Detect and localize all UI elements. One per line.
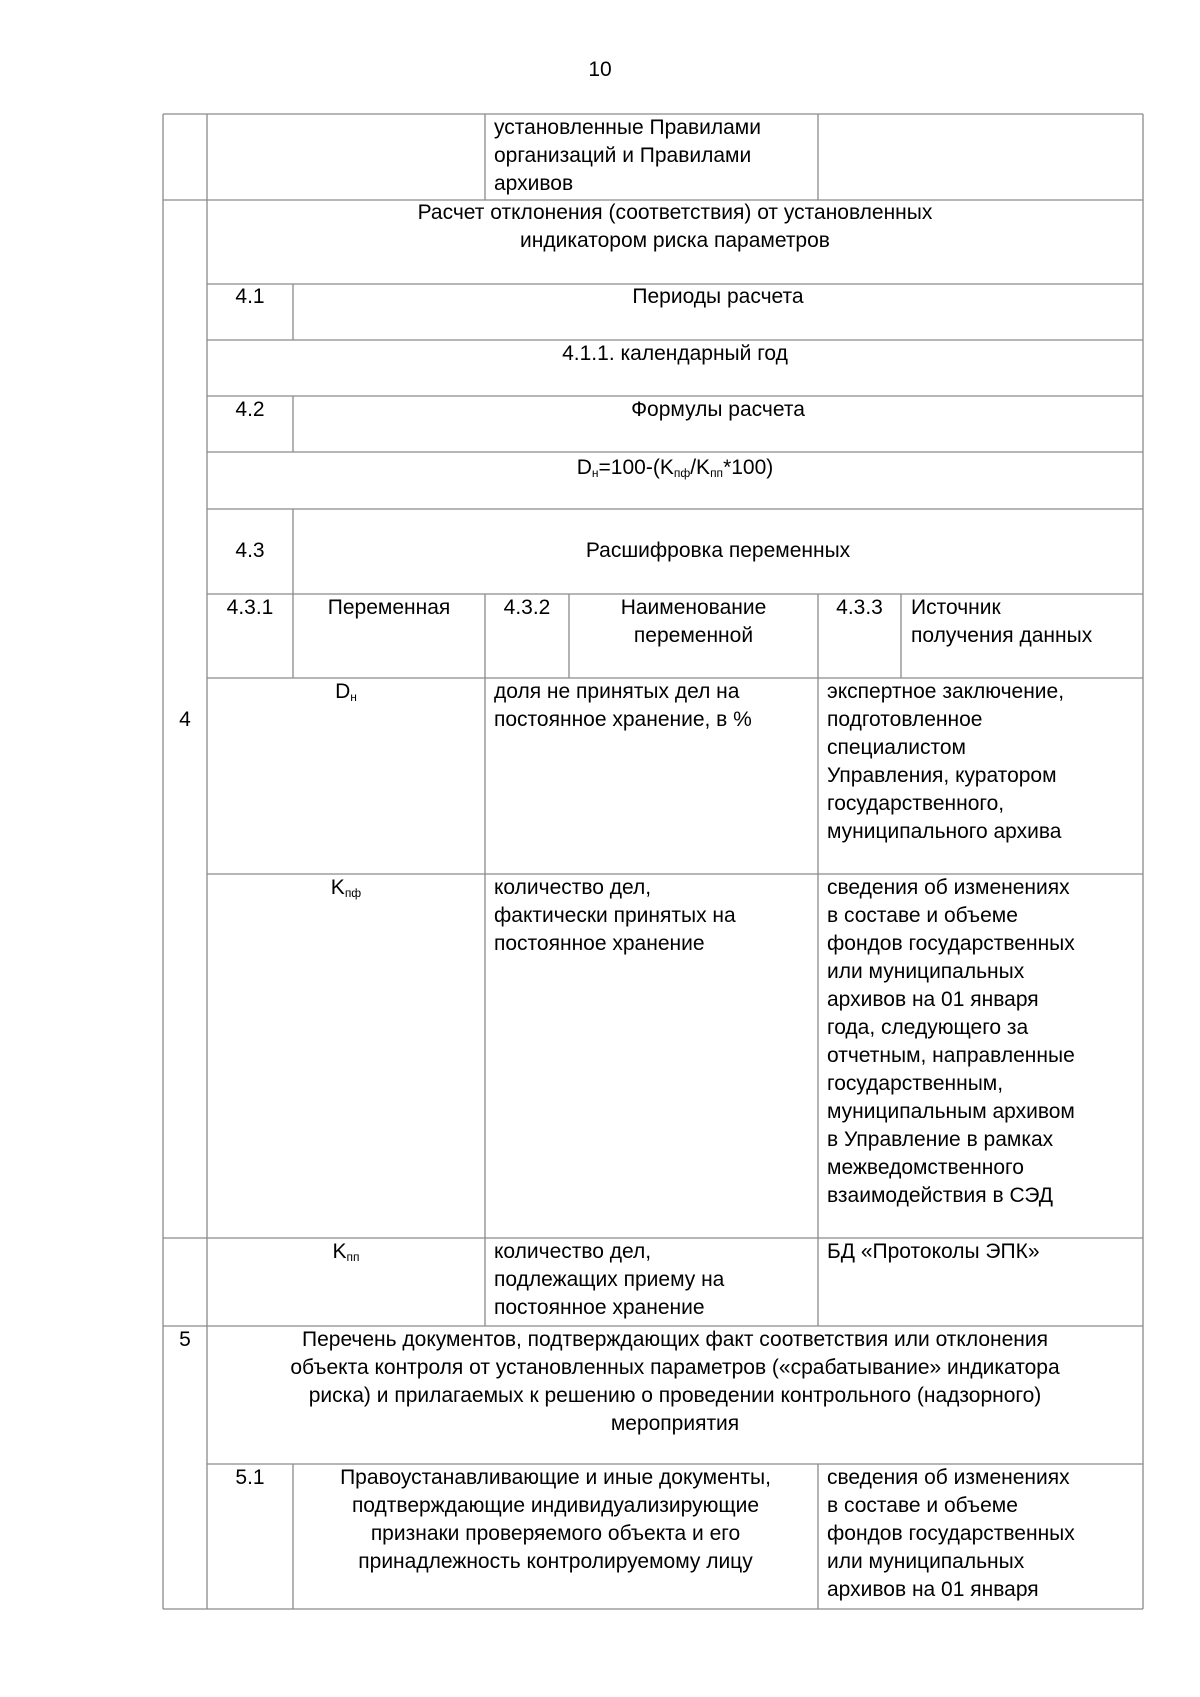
item-5-1-number: 5.1 (235, 1466, 265, 1489)
requirements-cell: установленные Правилами организаций и Правилами архивов (494, 116, 761, 195)
variable-name: доля не принятых дел на постоянное хранение, в % (494, 680, 752, 731)
header-data-source: Источник получения данных (911, 596, 1093, 647)
section-4-title: Расчет отклонения (соответствия) от установленных индикатором риска параметров (417, 201, 933, 252)
section-4-number: 4 (179, 708, 191, 731)
item-4-2-label: Формулы расчета (631, 398, 805, 421)
variable-symbol: $K_{пф}$ (330, 876, 362, 900)
page-number: 10 (588, 58, 612, 81)
variable-source: экспертное заключение, подготовленное специалистом Управления, куратором государственного, муниципального архива (827, 680, 1065, 843)
item-4-3-number: 4.3 (235, 539, 265, 562)
item-4-1-1-value: 4.1.1. календарный год (562, 342, 788, 365)
variable-source: сведения об изменениях в составе и объеме фондов государственных или муниципальных архивов на 01 января года, следующего за отчетным, направленные государственным, муниципальным архивом в Управление в рамках межведомственного взаимодействия в СЭД (827, 876, 1075, 1207)
section-5-number: 5 (179, 1328, 191, 1351)
item-4-1-label: Периоды расчета (632, 285, 804, 308)
variable-source: БД «Протоколы ЭПК» (827, 1240, 1040, 1263)
header-4-3-3-number: 4.3.3 (836, 596, 883, 619)
variable-symbol: $D_н$ (335, 680, 357, 704)
item-4-2-number: 4.2 (235, 398, 265, 421)
item-4-1-number: 4.1 (235, 285, 265, 308)
variable-name: количество дел, фактически принятых на постоянное хранение (494, 876, 736, 955)
section-5-title: Перечень документов, подтверждающих факт соответствия или отклонения объекта контроля от установленных параметров («срабатывание» индикатора риска) и прилагаемых к решению о проведении контрольного (надзорного) мероприятия (290, 1328, 1060, 1435)
variable-name: количество дел, подлежащих приему на постоянное хранение (494, 1240, 725, 1319)
header-variable: Переменная (327, 596, 451, 619)
formula: $D_н=100-(K_{пф}/K_{пп}*100)$ (576, 456, 774, 480)
variable-symbol: $K_{пп}$ (332, 1240, 360, 1264)
header-4-3-1-number: 4.3.1 (226, 596, 274, 619)
header-4-3-2-number: 4.3.2 (503, 596, 551, 619)
item-4-3-label: Расшифровка переменных (585, 539, 851, 562)
header-variable-name: Наименование переменной (620, 596, 767, 647)
item-5-1-source: сведения об изменениях в составе и объеме фондов государственных или муниципальных архивов на 01 января (827, 1466, 1075, 1601)
item-5-1-documents: Правоустанавливающие и иные документы, подтверждающие индивидуализирующие признаки проверяемого объекта и его принадлежность контролируемому лицу (340, 1466, 771, 1573)
